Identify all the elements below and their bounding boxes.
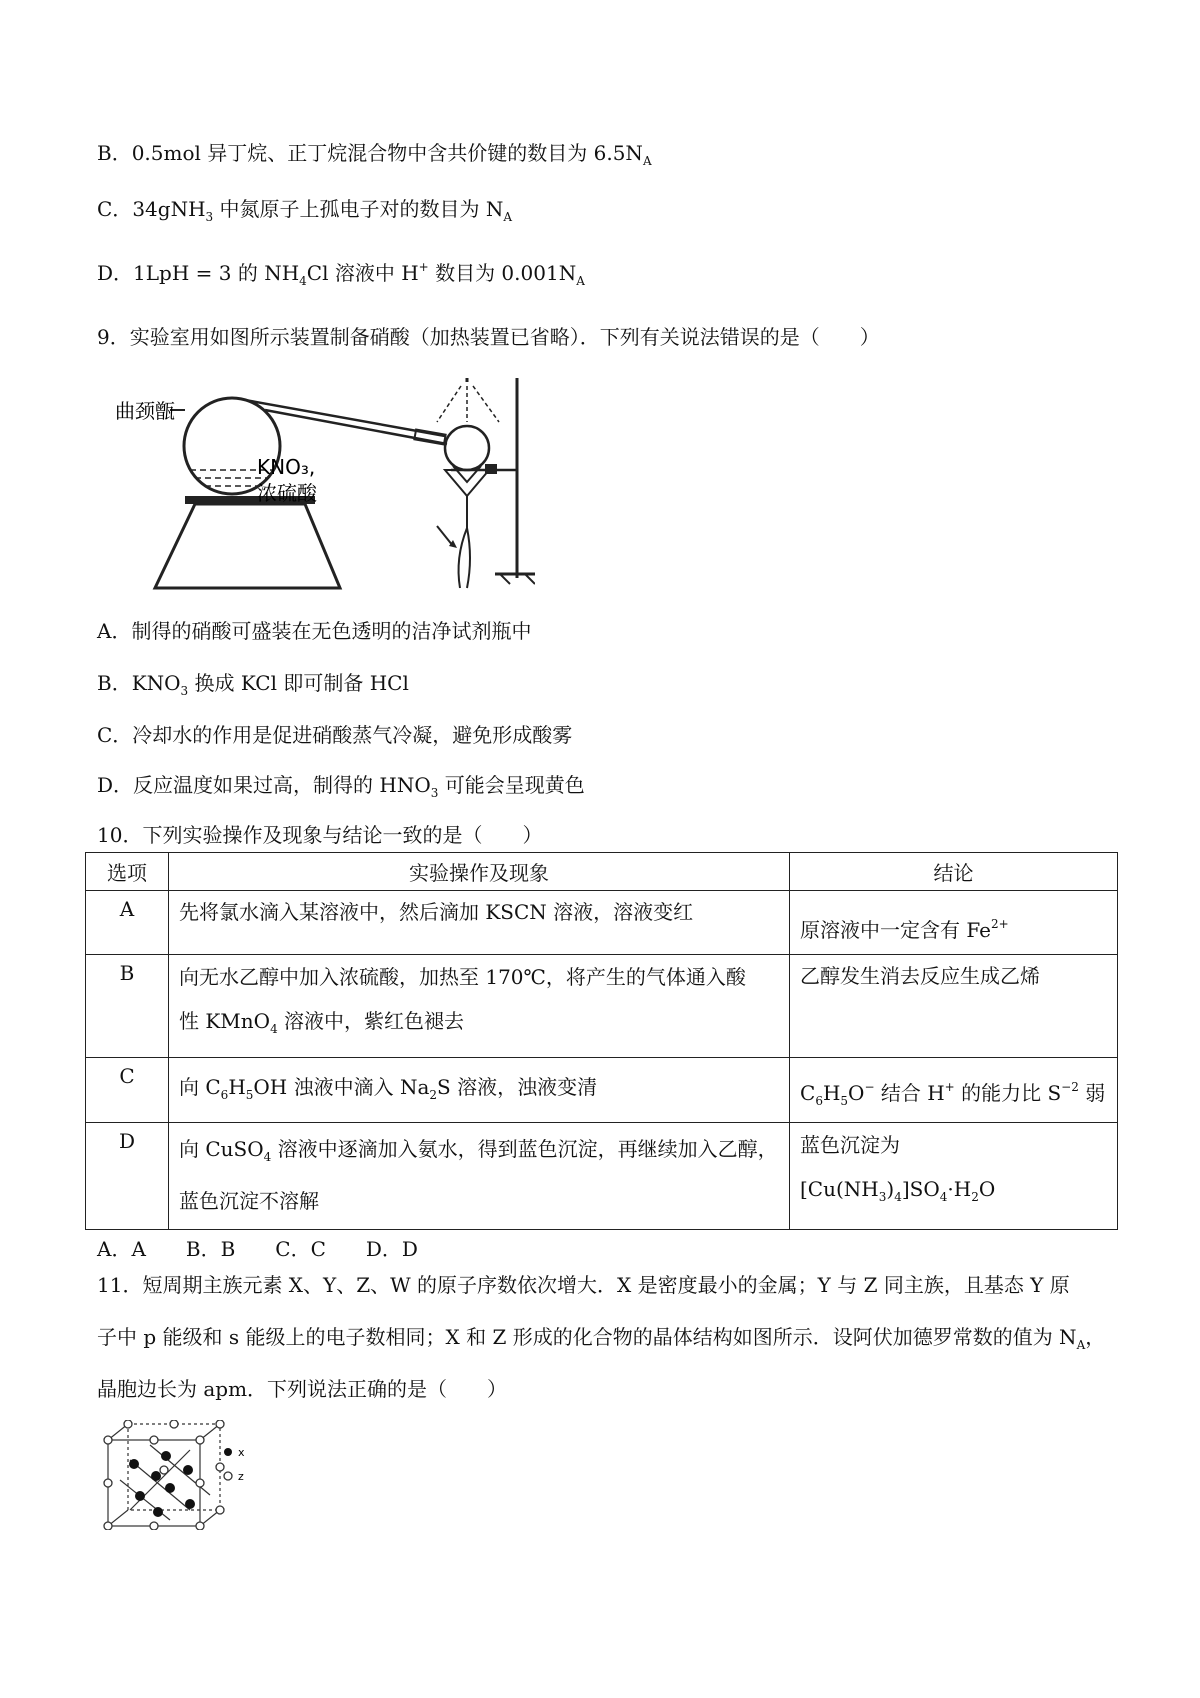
row-a-operation: 先将氯水滴入某溶液中，然后滴加 KSCN 溶液，溶液变红 bbox=[169, 891, 790, 955]
table-row bbox=[86, 1123, 1118, 1230]
header-option: 选项 bbox=[86, 853, 169, 891]
q10-answer-options: A．A B．B C．C D．D bbox=[97, 1237, 418, 1261]
fig-label-retort: 曲颈甑 bbox=[115, 399, 175, 423]
q11-line-1: 11．短周期主族元素 X、Y、Z、W 的原子序数依次增大．X 是密度最小的金属；Y 与 Z 同主族，且基态 Y 原 bbox=[97, 1273, 1070, 1297]
legend-x: x bbox=[238, 1446, 245, 1459]
row-b-conclusion: 乙醇发生消去反应生成乙烯 bbox=[790, 955, 1118, 1058]
row-a-option: A bbox=[86, 891, 169, 955]
header-operation: 实验操作及现象 bbox=[169, 853, 790, 891]
legend-z: z bbox=[238, 1470, 244, 1483]
crystal-structure-figure bbox=[100, 1420, 280, 1530]
row-b-operation: 向无水乙醇中加入浓硫酸，加热至 170℃，将产生的气体通入酸 性 KMnO$_4$ 溶液中，紫红色褪去 bbox=[169, 955, 790, 1058]
table-row bbox=[86, 955, 1118, 1058]
q9-option-a: A．制得的硝酸可盛装在无色透明的洁净试剂瓶中 bbox=[97, 619, 532, 643]
row-c-conclusion: $C_6H_5O^-$ 结合 H+ 的能力比 $S^{-2}$ 弱 bbox=[790, 1058, 1118, 1123]
q10-table bbox=[85, 852, 1118, 1230]
q9-stem: 9．实验室用如图所示装置制备硝酸（加热装置已省略）．下列有关说法错误的是（ ） bbox=[97, 325, 880, 349]
q11-line-2: 子中 p 能级和 s 能级上的电子数相同；X 和 Z 形成的化合物的晶体结构如图所示．设阿伏加德罗常数的值为 $N_A$， bbox=[97, 1325, 1106, 1352]
retort-apparatus-figure bbox=[115, 378, 535, 598]
q9-option-d: D．反应温度如果过高，制得的 $HNO_3$ 可能会呈现黄色 bbox=[97, 773, 585, 800]
row-c-option: C bbox=[86, 1058, 169, 1123]
table-row bbox=[86, 1058, 1118, 1123]
q10-stem: 10．下列实验操作及现象与结论一致的是（ ） bbox=[97, 823, 543, 847]
table-header-row bbox=[86, 853, 1118, 891]
row-a-conclusion: 原溶液中一定含有 $Fe^{2+}$ bbox=[790, 891, 1118, 955]
fig-label-kno3: KNO₃, bbox=[257, 455, 316, 479]
q11-line-3: 晶胞边长为 apm．下列说法正确的是（ ） bbox=[97, 1377, 508, 1401]
q8-option-c: C．34gNH$_3$ 中氮原子上孤电子对的数目为 $N_A$ bbox=[97, 197, 513, 224]
fig-label-acid: 浓硫酸 bbox=[257, 481, 317, 505]
row-c-operation: 向 $C_6H_5OH$ 浊液中滴入 $Na_2S$ 溶液，浊液变清 bbox=[169, 1058, 790, 1123]
table-row bbox=[86, 891, 1118, 955]
q8-option-b: B．0.5mol 异丁烷、正丁烷混合物中含共价键的数目为 $6.5N_A$ bbox=[97, 141, 652, 168]
row-b-option: B bbox=[86, 955, 169, 1058]
q8-option-d: D．1LpH = 3 的 $NH_4Cl$ 溶液中 H+ 数目为 $0.001N_A$ bbox=[97, 260, 585, 288]
row-d-operation: 向 CuSO$_4$ 溶液中逐滴加入氨水，得到蓝色沉淀，再继续加入乙醇， 蓝色沉淀不溶解 bbox=[169, 1123, 790, 1230]
header-conclusion: 结论 bbox=[790, 853, 1118, 891]
q9-option-b: B．$KNO_3$ 换成 KCl 即可制备 HCl bbox=[97, 671, 409, 698]
q9-option-c: C．冷却水的作用是促进硝酸蒸气冷凝，避免形成酸雾 bbox=[97, 723, 573, 747]
row-d-option: D bbox=[86, 1123, 169, 1230]
row-d-conclusion: 蓝色沉淀为 $[Cu(NH_3)_4]SO_4\cdot H_2O$ bbox=[790, 1123, 1118, 1230]
